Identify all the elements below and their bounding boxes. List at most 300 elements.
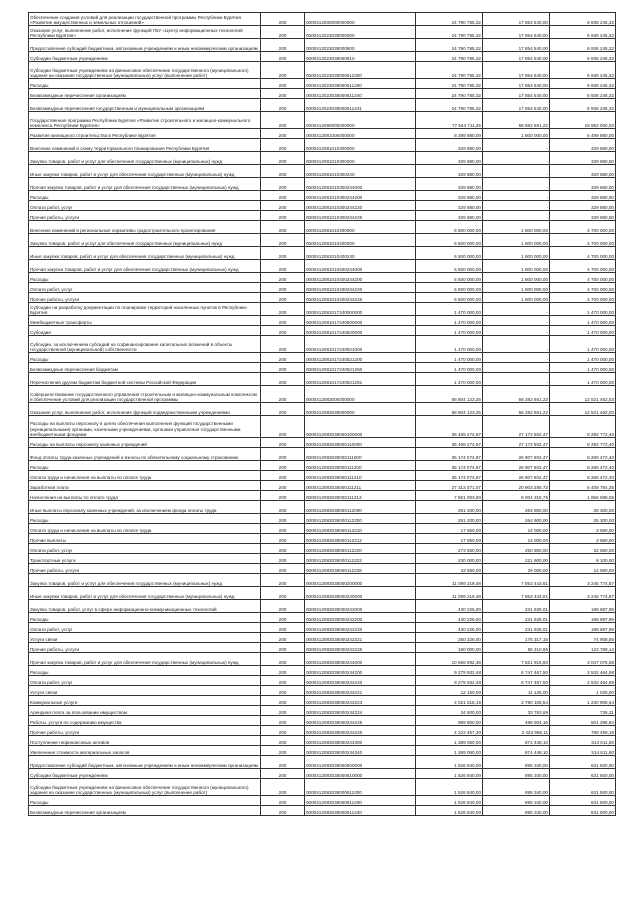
row-approved-cell: 35 174 074,87 — [416, 471, 483, 481]
table-row — [29, 234, 616, 247]
row-executed-cell: 6 004 315,75 — [483, 491, 550, 501]
row-code-cell: 200 — [261, 89, 305, 99]
row-code-cell: 200 — [261, 534, 305, 544]
table-row — [29, 806, 616, 816]
row-approved-cell: 9 279 932,48 — [416, 676, 483, 686]
table-row — [29, 303, 616, 316]
row-executed-cell: 895 340,00 — [483, 769, 550, 779]
row-approved-cell: 24 790 785,32 — [416, 52, 483, 62]
row-code-cell: 200 — [261, 293, 305, 303]
row-code-cell: 200 — [261, 165, 305, 178]
row-approved-cell: 1 389 060,00 — [416, 736, 483, 746]
row-approved-cell: 1 470 000,00 — [416, 336, 483, 353]
row-executed-cell: - — [483, 165, 550, 178]
row-remaining-cell: 1 470 000,00 — [550, 353, 616, 363]
row-code-cell: 200 — [261, 79, 305, 89]
row-remaining-cell: 6 936 245,32 — [550, 26, 616, 39]
table-row — [29, 716, 616, 726]
row-code-cell: 200 — [261, 564, 305, 574]
row-approved-cell: 329 880,00 — [416, 191, 483, 201]
table-row — [29, 696, 616, 706]
row-classification-cell: 0000412083038000244224 — [305, 706, 416, 716]
row-code-cell: 200 — [261, 303, 305, 316]
row-name-cell: Оплата работ, услуг — [29, 283, 261, 293]
row-code-cell: 200 — [261, 696, 305, 706]
row-approved-cell: 4 222 467,30 — [416, 726, 483, 736]
row-name-cell: Закупка товаров, работ и услуг для обеспечения государственных (муниципальных) нужд — [29, 574, 261, 587]
row-executed-cell: - — [483, 336, 550, 353]
row-approved-cell: 250 226,00 — [416, 633, 483, 643]
table-row — [29, 293, 616, 303]
row-executed-cell: 1 800 000,00 — [483, 129, 550, 139]
row-name-cell: Безвозмездные перечисления организациям — [29, 806, 261, 816]
row-approved-cell: 329 880,00 — [416, 178, 483, 191]
row-classification-cell: 0000412081017240521251 — [305, 373, 416, 386]
row-executed-cell: 488 504,16 — [483, 716, 550, 726]
row-remaining-cell: 736,31 — [550, 706, 616, 716]
row-classification-cell: 0000412081017240000000 — [305, 303, 416, 316]
row-name-cell: Расходы на выплаты персоналу казенных учреждений — [29, 438, 261, 448]
row-remaining-cell: 4 700 000,00 — [550, 293, 616, 303]
table-row — [29, 600, 616, 613]
row-classification-cell: 0000412081010400244226 — [305, 293, 416, 303]
row-executed-cell: 29 000,00 — [483, 564, 550, 574]
row-name-cell: Субсидии бюджетным учреждениям на финансовое обеспечение государственного (муниципального) задания на оказание государственных (муниципальных) услуг (выполнение работ) — [29, 779, 261, 796]
row-remaining-cell: 3 245 774,87 — [550, 574, 616, 587]
row-remaining-cell: 198 697,99 — [550, 600, 616, 613]
row-executed-cell: 6 747 467,50 — [483, 666, 550, 676]
row-remaining-cell: 4 700 000,00 — [550, 273, 616, 283]
row-classification-cell: 0000412081017240520000 — [305, 326, 416, 336]
table-row — [29, 152, 616, 165]
row-name-cell: Совершенствование государственного управления строительным и жилищно-коммунальным комплексом и обеспечение условий для реализации государственной программы — [29, 386, 261, 403]
row-name-cell: Расходы — [29, 353, 261, 363]
row-executed-cell: - — [483, 201, 550, 211]
row-classification-cell: 0000412083038000000 — [305, 403, 416, 416]
row-approved-cell: 35 174 074,87 — [416, 448, 483, 461]
row-name-cell: Внесение изменений в региональные нормативы градостроительного проектирования — [29, 221, 261, 234]
row-code-cell: 200 — [261, 363, 305, 373]
row-executed-cell: 17 854 540,00 — [483, 89, 550, 99]
row-name-cell: Оказание услуг, выполнение работ, исполнение функций подведомственными учреждениями — [29, 403, 261, 416]
row-classification-cell: 0000412081010400240 — [305, 247, 416, 260]
row-name-cell: Субсидии, за исключением субсидий на софинансирование капитальных вложений в объекты государственной (муниципальной) собственности — [29, 336, 261, 353]
row-classification-cell: 0000412023038000610 — [305, 52, 416, 62]
row-executed-cell: 1 800 000,00 — [483, 234, 550, 247]
row-remaining-cell: 329 880,00 — [550, 178, 616, 191]
row-classification-cell: 0000412080000000000 — [305, 112, 416, 129]
row-code-cell: 200 — [261, 514, 305, 524]
row-classification-cell: 0000412083038000112000 — [305, 501, 416, 514]
row-code-cell: 200 — [261, 273, 305, 283]
row-executed-cell: 231 528,01 — [483, 613, 550, 623]
row-remaining-cell: 631 500,00 — [550, 769, 616, 779]
row-code-cell: 200 — [261, 613, 305, 623]
row-classification-cell: 0000412083038000112200 — [305, 514, 416, 524]
row-classification-cell: 0000412081017240500000 — [305, 316, 416, 326]
table-row — [29, 613, 616, 623]
row-approved-cell: 7 861 003,80 — [416, 491, 483, 501]
table-row — [29, 316, 616, 326]
row-executed-cell: 221 900,00 — [483, 554, 550, 564]
row-remaining-cell: 1 856 688,05 — [550, 491, 616, 501]
row-approved-cell: 329 880,00 — [416, 165, 483, 178]
row-approved-cell: 329 880,00 — [416, 201, 483, 211]
row-code-cell: 200 — [261, 779, 305, 796]
row-name-cell: Расходы — [29, 273, 261, 283]
row-remaining-cell: 4 700 000,00 — [550, 221, 616, 234]
row-classification-cell: 0000412083038000611200 — [305, 796, 416, 806]
row-remaining-cell: 631 500,00 — [550, 806, 616, 816]
row-name-cell: Субсидии бюджетным учреждениям на финансовое обеспечение государственного (муниципального) задания на оказание государственных (муниципальных) услуг (выполнение работ) — [29, 62, 261, 79]
row-approved-cell: 24 790 785,32 — [416, 62, 483, 79]
row-classification-cell: 0000412083038000111000 — [305, 448, 416, 461]
row-name-cell: Фонд оплаты труда казенных учреждений и взносы по обязательному социальному страхованию — [29, 448, 261, 461]
table-row — [29, 165, 616, 178]
table-row — [29, 501, 616, 514]
row-classification-cell: 0000412081017240521200 — [305, 353, 416, 363]
row-approved-cell: 17 650,00 — [416, 534, 483, 544]
row-name-cell: Иные закупки товаров, работ и услуг для обеспечения государственных (муниципальных) нужд — [29, 165, 261, 178]
row-approved-cell: 1 526 840,00 — [416, 769, 483, 779]
row-name-cell: Развитие жилищного строительства в Республике Бурятия — [29, 129, 261, 139]
row-remaining-cell: 4 700 000,00 — [550, 247, 616, 260]
row-name-cell: Оплата работ, услуг — [29, 623, 261, 633]
row-approved-cell: 1 470 000,00 — [416, 326, 483, 336]
row-code-cell: 200 — [261, 544, 305, 554]
row-approved-cell: 430 226,00 — [416, 600, 483, 613]
row-name-cell: Заработная плата — [29, 481, 261, 491]
row-code-cell: 200 — [261, 353, 305, 363]
row-code-cell: 200 — [261, 461, 305, 471]
row-approved-cell: 68 804 123,25 — [416, 386, 483, 403]
row-name-cell: Иные выплаты персоналу казенных учреждений, за исключением фонда оплаты труда — [29, 501, 261, 514]
row-code-cell: 200 — [261, 769, 305, 779]
row-remaining-cell: 1 470 000,00 — [550, 326, 616, 336]
row-executed-cell: 17 854 540,00 — [483, 79, 550, 89]
row-remaining-cell: 8 292 772,40 — [550, 416, 616, 438]
table-row — [29, 403, 616, 416]
row-code-cell: 200 — [261, 403, 305, 416]
row-approved-cell: 989 800,00 — [416, 716, 483, 726]
row-code-cell: 200 — [261, 316, 305, 326]
row-code-cell: 200 — [261, 554, 305, 564]
row-classification-cell: 0000412083038000242220 — [305, 623, 416, 633]
row-executed-cell: - — [483, 373, 550, 386]
row-code-cell: 200 — [261, 600, 305, 613]
row-remaining-cell: 329 880,00 — [550, 211, 616, 221]
row-classification-cell: 0000412083038000100000 — [305, 416, 416, 438]
table-row — [29, 260, 616, 273]
row-code-cell: 200 — [261, 191, 305, 201]
row-approved-cell: 6 500 000,00 — [416, 283, 483, 293]
row-executed-cell: 20 903 286,72 — [483, 481, 550, 491]
row-classification-cell: 0000412081010300244000 — [305, 178, 416, 191]
table-row — [29, 178, 616, 191]
row-name-cell: Услуги связи — [29, 686, 261, 696]
row-approved-cell: 430 226,00 — [416, 613, 483, 623]
table-row — [29, 326, 616, 336]
row-remaining-cell: 8 266 472,40 — [550, 448, 616, 461]
row-code-cell: 200 — [261, 201, 305, 211]
row-approved-cell: 11 099 218,48 — [416, 574, 483, 587]
row-executed-cell: 175 317,15 — [483, 633, 550, 643]
row-code-cell: 200 — [261, 706, 305, 716]
row-code-cell: 200 — [261, 623, 305, 633]
table-row — [29, 769, 616, 779]
row-remaining-cell: 198 697,99 — [550, 613, 616, 623]
row-classification-cell: 0000412081010400000 — [305, 221, 416, 234]
row-remaining-cell: 1 230 908,64 — [550, 696, 616, 706]
row-executed-cell: 17 854 540,00 — [483, 62, 550, 79]
row-classification-cell: 0000412023038000000 — [305, 26, 416, 39]
row-executed-cell: 17 854 540,00 — [483, 26, 550, 39]
row-code-cell: 200 — [261, 13, 305, 26]
table-row — [29, 39, 616, 52]
table-row — [29, 534, 616, 544]
table-row — [29, 79, 616, 89]
row-classification-cell: 0000412081000000000 — [305, 129, 416, 139]
row-approved-cell: 27 313 071,07 — [416, 481, 483, 491]
row-name-cell: Предоставление субсидий бюджетным, автономным учреждениям и иным некоммерческим организациям — [29, 39, 261, 52]
row-executed-cell: 895 340,00 — [483, 756, 550, 769]
row-name-cell: Прочие работы, услуги — [29, 293, 261, 303]
row-remaining-cell: 6 936 245,32 — [550, 79, 616, 89]
row-executed-cell: 250 900,00 — [483, 544, 550, 554]
row-name-cell: Субсидии на разработку документации по планировке территорий населенных пунктов в Республике Бурятия — [29, 303, 261, 316]
row-code-cell: 200 — [261, 221, 305, 234]
row-remaining-cell: 6 936 245,32 — [550, 13, 616, 26]
row-classification-cell: 0000412083038000111211 — [305, 481, 416, 491]
row-approved-cell: 10 668 992,48 — [416, 653, 483, 666]
table-row — [29, 221, 616, 234]
row-classification-cell: 0000412081010400200 — [305, 234, 416, 247]
row-classification-cell: 0000412083038000600000 — [305, 756, 416, 769]
row-executed-cell: 27 172 502,47 — [483, 438, 550, 448]
row-name-cell: Прочие работы, услуги — [29, 726, 261, 736]
row-executed-cell: 895 340,00 — [483, 806, 550, 816]
table-row — [29, 756, 616, 769]
row-code-cell: 200 — [261, 178, 305, 191]
table-row — [29, 26, 616, 39]
row-code-cell: 200 — [261, 448, 305, 461]
row-classification-cell: 0000412083038000112226 — [305, 564, 416, 574]
row-code-cell: 200 — [261, 326, 305, 336]
row-remaining-cell: 329 880,00 — [550, 201, 616, 211]
row-approved-cell: 1 470 000,00 — [416, 316, 483, 326]
row-approved-cell: 291 200,00 — [416, 514, 483, 524]
row-executed-cell: 56 210,86 — [483, 643, 550, 653]
row-classification-cell: 0000412083038000112220 — [305, 544, 416, 554]
table-row — [29, 247, 616, 260]
row-classification-cell: 0000412083038000611240 — [305, 806, 416, 816]
row-executed-cell: - — [483, 363, 550, 373]
row-code-cell: 200 — [261, 746, 305, 756]
row-executed-cell: - — [483, 211, 550, 221]
table-row — [29, 363, 616, 373]
row-remaining-cell: 14 550,00 — [550, 564, 616, 574]
row-classification-cell: 0000412081010400244220 — [305, 283, 416, 293]
row-classification-cell: 0000412081010300000 — [305, 139, 416, 152]
row-executed-cell: 17 854 540,00 — [483, 39, 550, 52]
row-approved-cell: 4 021 015,18 — [416, 696, 483, 706]
row-remaining-cell: 4 700 000,00 — [550, 260, 616, 273]
row-name-cell: Работы, услуги по содержанию имущества — [29, 716, 261, 726]
row-executed-cell: 1 800 000,00 — [483, 273, 550, 283]
row-remaining-cell: 3 650,00 — [550, 524, 616, 534]
row-executed-cell: - — [483, 152, 550, 165]
row-classification-cell: 0000412083038000244221 — [305, 686, 416, 696]
table-row — [29, 524, 616, 534]
row-name-cell: Государственная программа Республики Бурятия «Развитие строительного и жилищно-коммунального комплекса Республики Бурятия» — [29, 112, 261, 129]
row-name-cell: Субсидии бюджетным учреждениям — [29, 769, 261, 779]
row-name-cell: Расходы на выплаты персоналу в целях обеспечения выполнения функций государственными (муниципальными) органами, казенными учреждениями, органами управления государственными внебюджетными фондами — [29, 416, 261, 438]
row-code-cell: 200 — [261, 676, 305, 686]
table-row — [29, 438, 616, 448]
row-code-cell: 200 — [261, 481, 305, 491]
row-executed-cell: - — [483, 316, 550, 326]
row-approved-cell: 430 226,00 — [416, 623, 483, 633]
row-name-cell: Межбюджетные трансферты — [29, 316, 261, 326]
row-approved-cell: 1 526 840,00 — [416, 806, 483, 816]
row-executed-cell: - — [483, 326, 550, 336]
row-name-cell: Арендная плата за пользование имуществом — [29, 706, 261, 716]
row-approved-cell: 24 790 785,32 — [416, 26, 483, 39]
row-classification-cell: 0000412083038000244000 — [305, 653, 416, 666]
row-approved-cell: 1 526 840,00 — [416, 779, 483, 796]
row-approved-cell: 24 790 785,32 — [416, 79, 483, 89]
row-executed-cell: 264 900,00 — [483, 501, 550, 514]
row-classification-cell: 0000412081010400244200 — [305, 273, 416, 283]
row-classification-cell: 0000412023038000611200 — [305, 79, 416, 89]
row-approved-cell: 77 644 711,25 — [416, 112, 483, 129]
row-name-cell: Оплата труда и начисления на выплаты по оплате труда — [29, 471, 261, 481]
row-code-cell: 200 — [261, 686, 305, 696]
row-name-cell: Прочая закупка товаров, работ и услуг для обеспечения государственных (муниципальных) нужд — [29, 178, 261, 191]
row-name-cell: Расходы — [29, 666, 261, 676]
table-row — [29, 676, 616, 686]
row-approved-cell: 6 500 000,00 — [416, 293, 483, 303]
row-name-cell: Закупка товаров, работ и услуг для обеспечения государственных (муниципальных) нужд — [29, 152, 261, 165]
row-classification-cell: 0000412083038000110000 — [305, 438, 416, 448]
row-executed-cell: 1 800 000,00 — [483, 221, 550, 234]
row-classification-cell: 0000412083038000244226 — [305, 726, 416, 736]
row-remaining-cell: 6 936 245,32 — [550, 99, 616, 112]
row-executed-cell: - — [483, 303, 550, 316]
row-name-cell: Закупка товаров, работ и услуг для обеспечения государственных (муниципальных) нужд — [29, 234, 261, 247]
row-name-cell: Расходы — [29, 191, 261, 201]
row-name-cell: Прочие выплаты — [29, 534, 261, 544]
row-approved-cell: 11 099 218,48 — [416, 587, 483, 600]
row-approved-cell: 1 470 000,00 — [416, 353, 483, 363]
row-code-cell: 200 — [261, 234, 305, 247]
row-executed-cell: 7 621 915,60 — [483, 653, 550, 666]
row-approved-cell: 24 790 785,32 — [416, 39, 483, 52]
row-executed-cell: 7 853 443,61 — [483, 587, 550, 600]
row-approved-cell: 6 500 000,00 — [416, 221, 483, 234]
row-classification-cell: 0000412081010400244000 — [305, 260, 416, 273]
row-code-cell: 200 — [261, 247, 305, 260]
row-code-cell: 200 — [261, 260, 305, 273]
table-row — [29, 736, 616, 746]
row-name-cell: Субсидии — [29, 326, 261, 336]
row-remaining-cell: 12 521 462,03 — [550, 386, 616, 403]
row-approved-cell: 68 804 123,25 — [416, 403, 483, 416]
row-approved-cell: 34 500,00 — [416, 706, 483, 716]
row-classification-cell: 0000412081017240521250 — [305, 363, 416, 373]
row-executed-cell: 895 340,00 — [483, 779, 550, 796]
row-name-cell: Поступление нефинансовых активов — [29, 736, 261, 746]
row-code-cell: 200 — [261, 643, 305, 653]
row-classification-cell: 0000412081017240521000 — [305, 336, 416, 353]
table-row — [29, 353, 616, 363]
row-executed-cell: 1 800 000,00 — [483, 293, 550, 303]
row-remaining-cell: 6 936 245,32 — [550, 52, 616, 62]
row-approved-cell: 273 550,00 — [416, 544, 483, 554]
table-row — [29, 653, 616, 666]
row-remaining-cell: 8 266 472,40 — [550, 471, 616, 481]
row-classification-cell: 0000412083038000244200 — [305, 666, 416, 676]
row-name-cell: Оплата работ, услуг — [29, 544, 261, 554]
row-name-cell: Безвозмездные перечисления бюджетам — [29, 363, 261, 373]
row-code-cell: 200 — [261, 416, 305, 438]
row-classification-cell: 0000412081010300200 — [305, 152, 416, 165]
row-executed-cell: - — [483, 353, 550, 363]
row-classification-cell: 0000412083038000244225 — [305, 716, 416, 726]
row-executed-cell: 3 423 968,11 — [483, 726, 550, 736]
row-executed-cell: 17 854 540,00 — [483, 99, 550, 112]
row-code-cell: 200 — [261, 633, 305, 643]
row-remaining-cell: 2 532 464,98 — [550, 676, 616, 686]
row-approved-cell: 1 526 840,00 — [416, 796, 483, 806]
row-remaining-cell: 8 292 772,40 — [550, 438, 616, 448]
row-classification-cell: 0000412083038000244223 — [305, 696, 416, 706]
table-row — [29, 481, 616, 491]
row-classification-cell: 0000412083038000242226 — [305, 643, 416, 653]
row-approved-cell: 6 500 000,00 — [416, 260, 483, 273]
row-name-cell: Предоставление субсидий бюджетным, автономным учреждениям и иным некоммерческим организациям — [29, 756, 261, 769]
row-executed-cell: 14 000,00 — [483, 534, 550, 544]
table-row — [29, 491, 616, 501]
row-approved-cell: 12 150,00 — [416, 686, 483, 696]
row-approved-cell: 6 500 000,00 — [416, 234, 483, 247]
row-executed-cell: 1 800 000,00 — [483, 247, 550, 260]
row-code-cell: 200 — [261, 62, 305, 79]
row-classification-cell: 0000412081010300240 — [305, 165, 416, 178]
table-row — [29, 386, 616, 403]
row-approved-cell: 1 526 840,00 — [416, 756, 483, 769]
row-classification-cell: 0000412083038000244340 — [305, 746, 416, 756]
row-executed-cell: 231 528,01 — [483, 623, 550, 633]
row-classification-cell: 0000412083038000242221 — [305, 633, 416, 643]
table-row — [29, 471, 616, 481]
row-code-cell: 200 — [261, 112, 305, 129]
row-code-cell: 200 — [261, 152, 305, 165]
row-code-cell: 200 — [261, 666, 305, 676]
row-executed-cell: 1 800 000,00 — [483, 260, 550, 273]
table-row — [29, 89, 616, 99]
row-code-cell: 200 — [261, 129, 305, 139]
row-name-cell: Оплата работ, услуг — [29, 201, 261, 211]
row-executed-cell: 17 854 540,00 — [483, 52, 550, 62]
row-remaining-cell: 6 409 784,35 — [550, 481, 616, 491]
row-code-cell: 200 — [261, 726, 305, 736]
row-code-cell: 200 — [261, 211, 305, 221]
table-row — [29, 373, 616, 386]
row-classification-cell: 0000412083038000242000 — [305, 600, 416, 613]
row-classification-cell: 0000412083038000244300 — [305, 736, 416, 746]
row-remaining-cell: 3 047 076,88 — [550, 653, 616, 666]
